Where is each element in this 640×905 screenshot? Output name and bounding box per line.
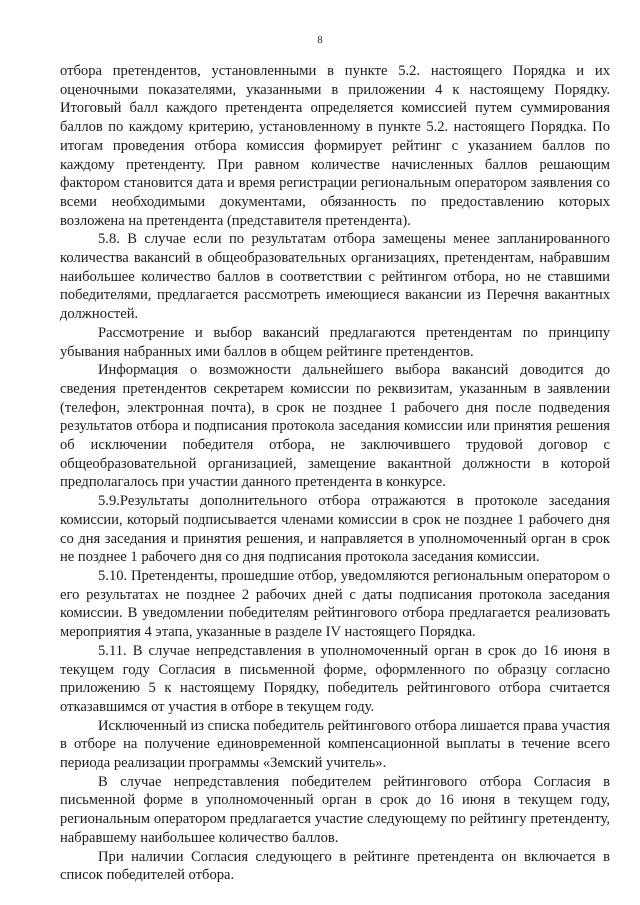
paragraph-excluded-winner: Исключенный из списка победитель рейтингового отбора лишается права участия в отборе на получение единовременной компенсационной выплаты в течение всего периода реализации программы «Земский учитель». xyxy=(60,717,610,772)
page-number: 8 xyxy=(317,34,323,46)
paragraph-5-10: 5.10. Претенденты, прошедшие отбор, уведомляются региональным оператором о его результатах не позднее 2 рабочих дней с даты подписания протокола заседания комиссии. В уведомлении победителям рейтингового отбора предлагается реализовать мероприятия 4 этапа, указанные в разделе IV настоящего Порядка. xyxy=(60,567,610,641)
paragraph-non-submission: В случае непредставления победителем рейтингового отбора Согласия в письменной форме в уполномоченный орган в срок до 16 июня в текущем году, региональным оператором предлагается участие следующему по рейтингу претенденту, набравшему наибольшее количество баллов. xyxy=(60,773,610,846)
paragraph-5-11: 5.11. В случае непредставления в уполномоченный орган в срок до 16 июня в текущем году Согласия в письменной форме, оформленного по образцу согласно приложению 5 к настоящему Порядку, победитель рейтингового отбора считается отказавшимся от участия в отборе в текущем году. xyxy=(60,642,610,715)
paragraph-next-candidate: При наличии Согласия следующего в рейтинге претендента он включается в список победителей отбора. xyxy=(60,848,610,884)
paragraph-continuation: отбора претендентов, установленными в пункте 5.2. настоящего Порядка и их оценочными показателями, указанными в приложении 4 к настоящему Порядку. Итоговый балл каждого претендента определяется комиссией путем суммирования баллов по каждому критерию, установленному в пункте 5.2. настоящего Порядка. По итогам проведения отбора комиссия формирует рейтинг с указанием баллов по каждому претенденту. При равном количестве начисленных баллов решающим фактором становится дата и время регистрации региональным оператором заявления со всеми необходимыми документами, обязанность по предоставлению которых возложена на претендента (представителя претендента). xyxy=(60,63,610,229)
paragraph-vacancy-information: Информация о возможности дальнейшего выбора вакансий доводится до сведения претендентов секретарем комиссии по реквизитам, указанным в заявлении (телефон, электронная почта), в срок не позднее 1 рабочего дня после подведения результатов отбора и подписания протокола заседания комиссии или принятия решения об исключении победителя отбора, не заключившего трудовой договор с общеобразовательной организацией, замещение вакантной должности в которой предполагалось при участии данного претендента в конкурсе. xyxy=(60,362,610,491)
paragraph-5-9: 5.9.Результаты дополнительного отбора отражаются в протоколе заседания комиссии, который подписывается членами комиссии в срок не позднее 1 рабочего дня со дня заседания и принятия решения, и направляется в уполномоченный орган в срок не позднее 1 рабочего дня со дня подписания протокола заседания комиссии. xyxy=(60,493,610,566)
document-body xyxy=(60,62,610,885)
paragraph-5-8: 5.8. В случае если по результатам отбора замещены менее запланированного количества вакансий в общеобразовательных организациях, претендентам, набравшим наибольшее количество баллов в соответствии с рейтингом отбора, но не ставшими победителями, предлагается рассмотреть имеющиеся вакансии из Перечня вакантных должностей. xyxy=(60,231,610,323)
paragraph-vacancy-selection: Рассмотрение и выбор вакансий предлагаются претендентам по принципу убывания набранных ими баллов в общем рейтинге претендентов. xyxy=(60,324,610,360)
